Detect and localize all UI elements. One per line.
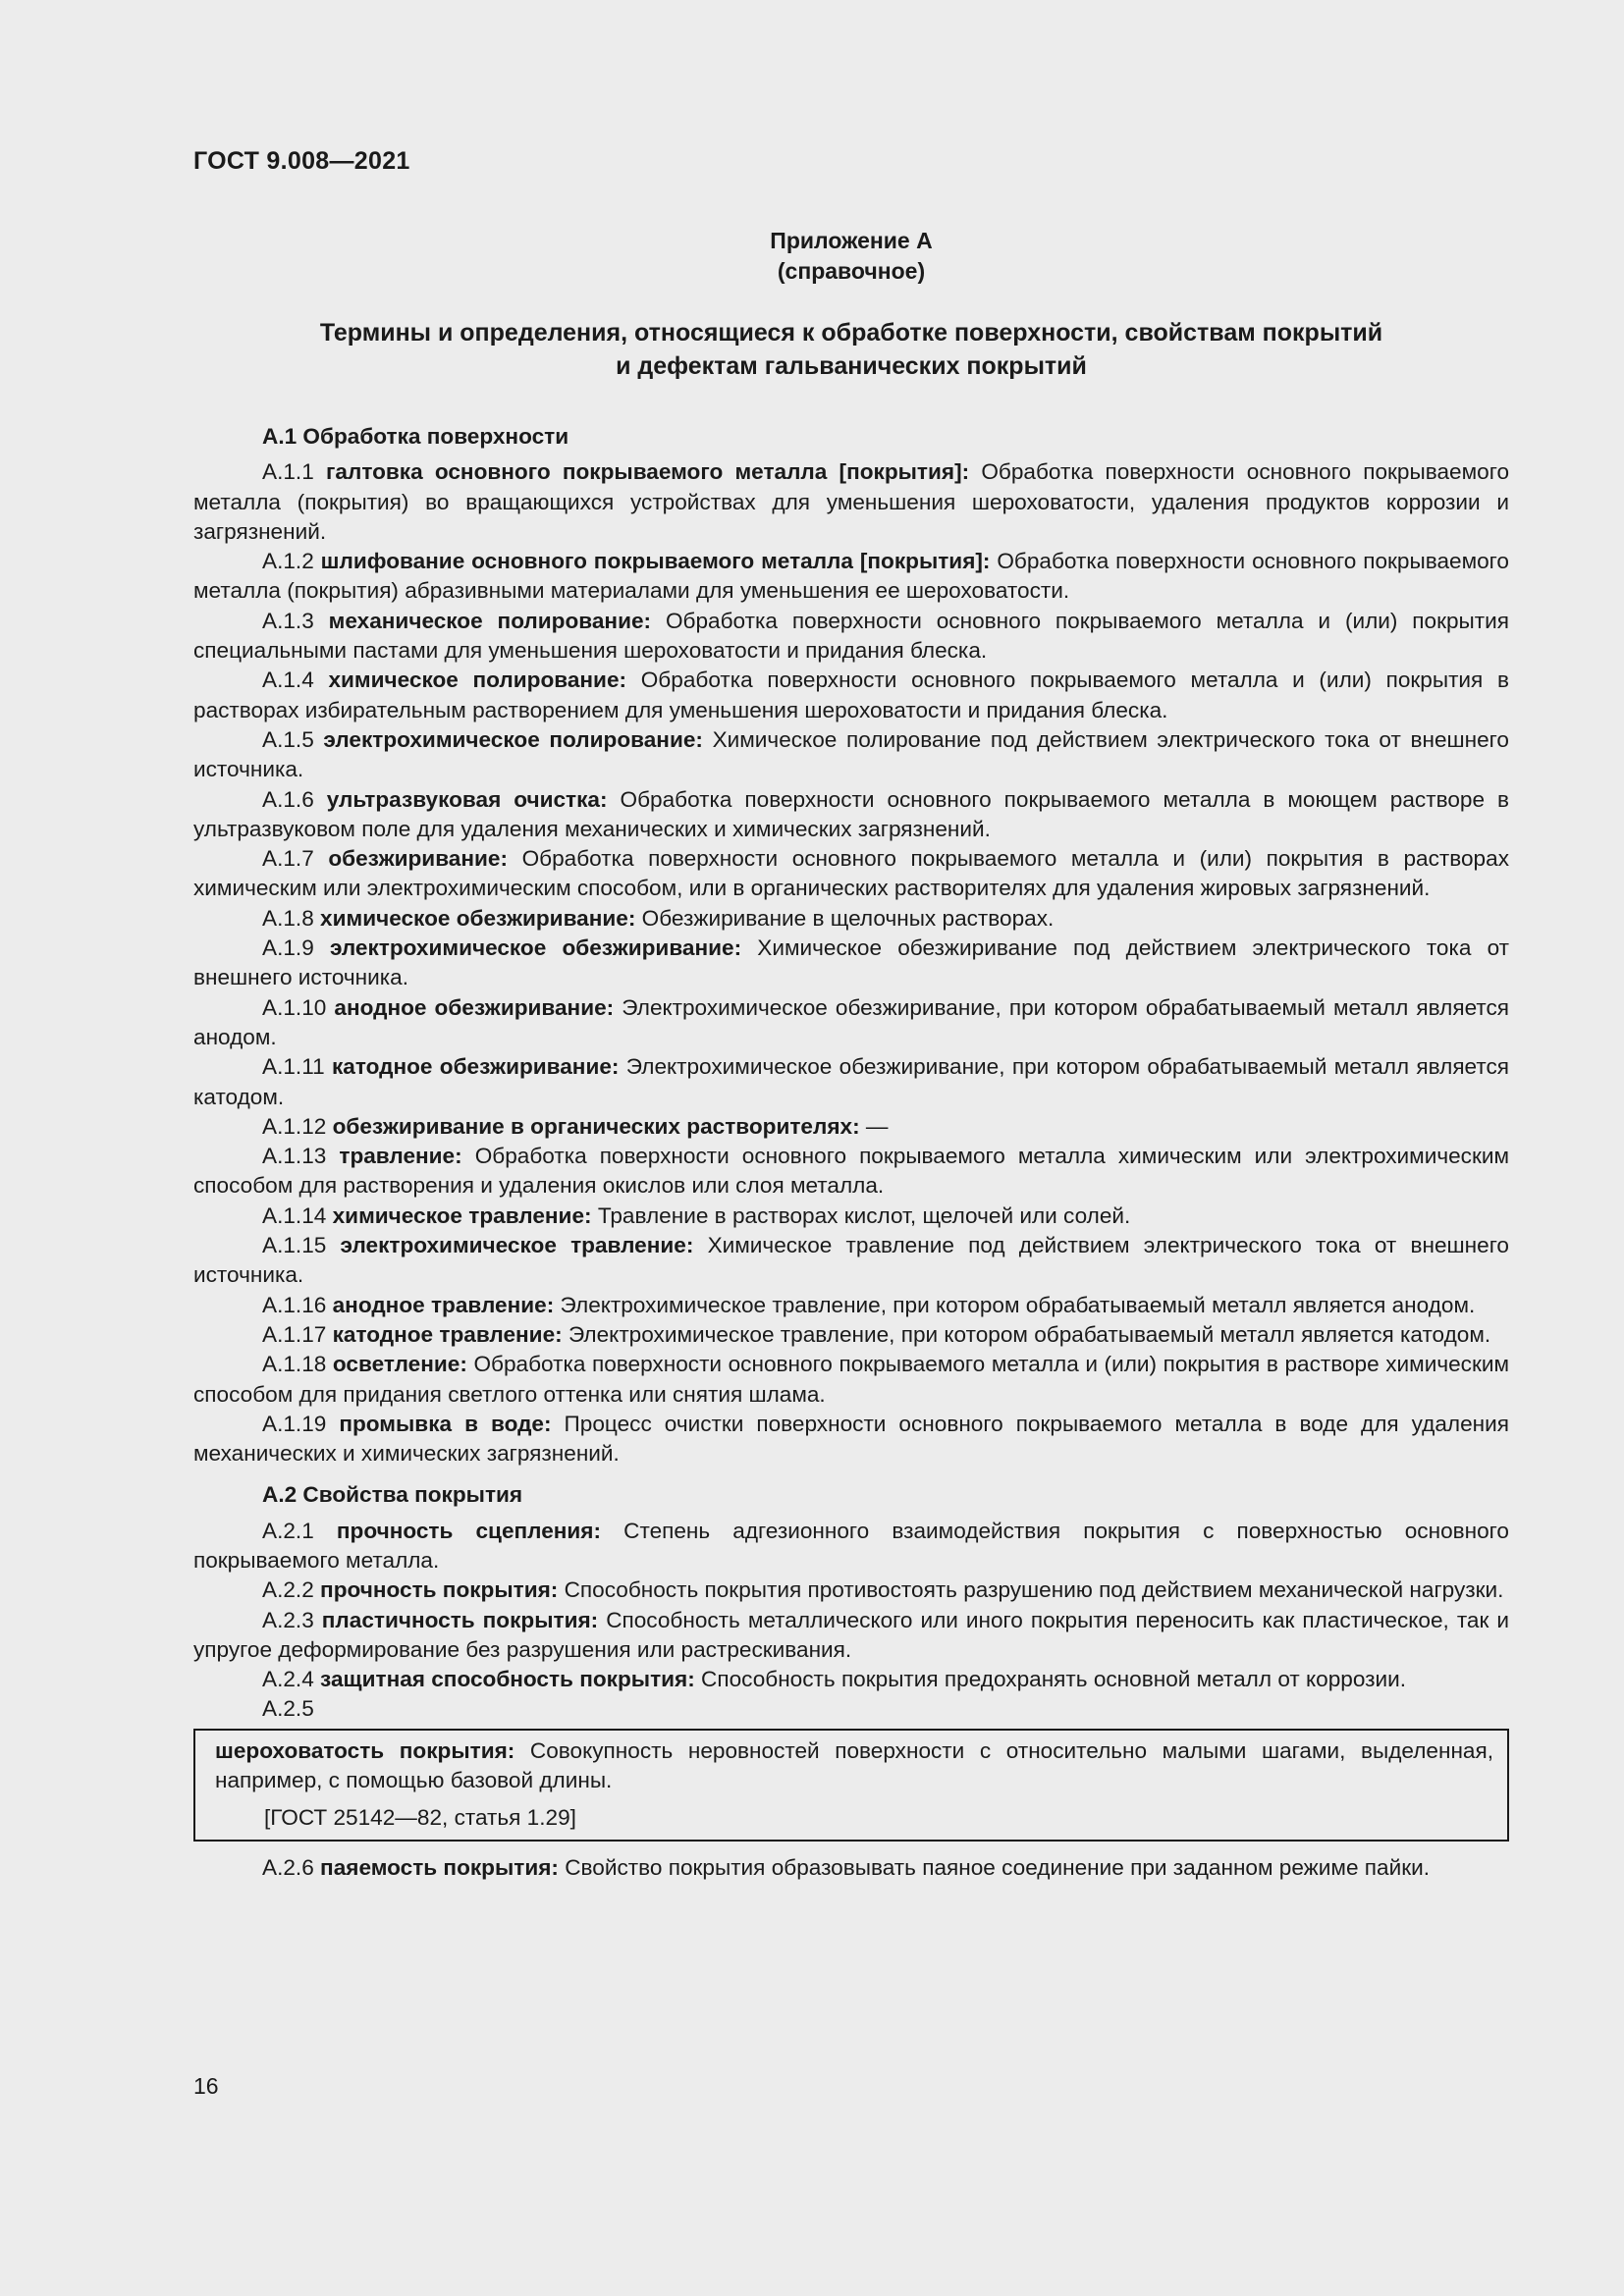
term-definition: Химическое травление под действием электрического тока от внешнего источника. — [193, 1233, 1510, 1288]
term-name: шероховатость покрытия: — [215, 1737, 515, 1763]
section-heading-surface-treatment: А.1 Обработка поверхности — [262, 424, 569, 449]
term-entry — [193, 1112, 1509, 1142]
page-number: 16 — [193, 2073, 219, 2099]
term-name: анодное травление: — [332, 1292, 555, 1317]
term-name: химическое травление: — [332, 1202, 592, 1228]
boxed-term-text — [215, 1736, 1493, 1796]
term-number: А.1.9 — [262, 935, 314, 961]
term-entry — [193, 1575, 1509, 1605]
term-entry — [193, 904, 1509, 934]
term-number: А.1.17 — [262, 1321, 327, 1347]
term-entry — [193, 993, 1509, 1053]
document-body — [193, 422, 1509, 1883]
term-name: механическое полирование: — [328, 608, 652, 633]
term-number: А.1.7 — [262, 846, 314, 872]
annex-type: (справочное) — [777, 258, 926, 284]
term-definition: Обработка поверхности основного покрываемого металла и (или) покрытия в растворах избирательным растворением для уменьшения шероховатости и придания блеска. — [193, 667, 1509, 722]
term-number: А.2.4 — [262, 1667, 314, 1692]
term-definition: Обработка поверхности основного покрываемого металла и (или) покрытия специальными пастами для уменьшения шероховатости и придания блеска. — [193, 608, 1510, 664]
term-number: А.1.5 — [262, 726, 314, 752]
term-name: осветление: — [332, 1352, 467, 1377]
term-number: А.1.10 — [262, 994, 327, 1020]
term-entry — [193, 1517, 1509, 1576]
term-entry — [193, 666, 1509, 725]
term-entry — [193, 457, 1509, 547]
term-entry — [193, 1350, 1509, 1410]
term-name: электрохимическое травление: — [340, 1233, 694, 1258]
section-heading-coating-properties: А.2 Свойства покрытия — [262, 1482, 523, 1508]
term-number: А.2.5 — [262, 1696, 314, 1722]
term-entry — [193, 725, 1509, 785]
term-name: шлифование основного покрываемого металла [покрытия]: — [320, 549, 991, 574]
term-definition: Обработка поверхности основного покрываемого металла (покрытия) абразивными материалами для уменьшения ее шероховатости. — [193, 549, 1509, 604]
term-definition: Электрохимическое травление, при котором обрабатываемый металл является анодом. — [560, 1292, 1476, 1317]
term-definition: Электрохимическое травление, при котором обрабатываемый металл является катодом. — [568, 1321, 1491, 1347]
term-name: промывка в воде: — [339, 1411, 552, 1436]
section-2-term-list — [193, 1517, 1509, 1695]
term-definition: Способность покрытия предохранять основной металл от коррозии. — [701, 1667, 1407, 1692]
term-number: А.1.12 — [262, 1113, 327, 1139]
term-entry — [193, 844, 1509, 904]
term-name: защитная способность покрытия: — [320, 1667, 695, 1692]
term-name: обезжиривание: — [328, 846, 508, 872]
term-entry — [193, 547, 1509, 607]
term-definition: Обработка поверхности основного покрываемого металла в моющем растворе в ультразвуковом поле для удаления механических и химических загрязнений. — [193, 786, 1510, 841]
term-definition: Электрохимическое обезжиривание, при котором обрабатываемый металл является катодом. — [193, 1054, 1509, 1109]
term-entry — [193, 607, 1509, 667]
term-number: А.1.14 — [262, 1202, 327, 1228]
term-name: химическое обезжиривание: — [320, 905, 636, 931]
term-definition: Способность покрытия противостоять разрушению под действием механической нагрузки. — [564, 1577, 1504, 1603]
term-definition: — — [865, 1113, 889, 1139]
term-entry — [193, 785, 1509, 845]
term-definition: Процесс очистки поверхности основного покрываемого металла в воде для удаления механических и химических загрязнений. — [193, 1411, 1510, 1467]
boxed-term-definition — [193, 1729, 1509, 1842]
term-definition: Электрохимическое обезжиривание, при котором обрабатываемый металл является анодом. — [193, 994, 1510, 1049]
page-title-line-2: и дефектам гальванических покрытий — [616, 352, 1087, 380]
term-definition: Совокупность неровностей поверхности с относительно малыми шагами, выделенная, например, с помощью базовой длины. — [215, 1737, 1494, 1793]
term-entry — [193, 1201, 1509, 1231]
term-name: галтовка основного покрываемого металла [покрытия]: — [325, 459, 970, 485]
page-title-line-1: Термины и определения, относящиеся к обработке поверхности, свойствам покрытий — [319, 319, 1383, 347]
term-definition: Свойство покрытия образовывать паяное соединение при заданном режиме пайки. — [565, 1854, 1430, 1880]
term-name: химическое полирование: — [328, 667, 627, 693]
term-number: А.2.1 — [262, 1518, 314, 1543]
term-entry — [193, 1853, 1509, 1883]
term-entry — [193, 1231, 1509, 1291]
term-entry — [193, 1052, 1509, 1112]
term-entry — [193, 1291, 1509, 1320]
term-number: А.1.15 — [262, 1233, 327, 1258]
term-entry — [193, 1142, 1509, 1201]
term-definition: Обезжиривание в щелочных растворах. — [641, 905, 1055, 931]
term-number: А.1.16 — [262, 1292, 327, 1317]
term-definition: Обработка поверхности основного покрываемого металла (покрытия) во вращающихся устройствах для уменьшения шероховатости, удаления продуктов коррозии и загрязнений. — [193, 459, 1510, 544]
term-number: А.1.4 — [262, 667, 314, 693]
term-definition: Химическое обезжиривание под действием электрического тока от внешнего источника. — [193, 935, 1510, 990]
term-number: А.1.3 — [262, 608, 314, 633]
term-name: пластичность покрытия: — [321, 1607, 599, 1632]
term-entry — [193, 1606, 1509, 1666]
document-code: ГОСТ 9.008—2021 — [193, 147, 410, 175]
term-entry — [193, 1410, 1509, 1469]
term-name: анодное обезжиривание: — [334, 994, 615, 1020]
term-number: А.1.6 — [262, 786, 314, 812]
term-definition: Обработка поверхности основного покрываемого металла химическим или электрохимическим способом для растворения и удаления окислов или слоя металла. — [193, 1144, 1509, 1199]
term-name: паяемость покрытия: — [320, 1854, 559, 1880]
term-name: электрохимическое обезжиривание: — [329, 935, 742, 961]
term-entry — [193, 934, 1509, 993]
term-name: обезжиривание в органических растворителях: — [332, 1113, 860, 1139]
term-number: А.2.2 — [262, 1577, 314, 1603]
term-number: А.1.1 — [262, 459, 314, 485]
term-number: А.1.8 — [262, 905, 314, 931]
term-name: катодное травление: — [332, 1321, 563, 1347]
term-entry — [193, 1665, 1509, 1694]
term-definition: Обработка поверхности основного покрываемого металла и (или) покрытия в растворах химическим или электрохимическим способом, или в органических растворителях для удаления жировых загрязнений. — [193, 846, 1509, 901]
standard-reference: [ГОСТ 25142—82, статья 1.29] — [264, 1805, 576, 1831]
term-name: электрохимическое полирование: — [323, 726, 703, 752]
term-number: А.1.13 — [262, 1144, 327, 1169]
term-name: катодное обезжиривание: — [331, 1054, 620, 1080]
term-number: А.1.18 — [262, 1352, 327, 1377]
term-definition: Степень адгезионного взаимодействия покрытия с поверхностью основного покрываемого металла. — [193, 1518, 1509, 1573]
term-name: травление: — [339, 1144, 462, 1169]
section-2-term-list-continued — [193, 1853, 1509, 1883]
term-definition: Обработка поверхности основного покрываемого металла и (или) покрытия в растворе химическим способом для придания светлого оттенка или снятия шлама. — [193, 1352, 1510, 1407]
term-name: прочность сцепления: — [336, 1518, 602, 1543]
term-name: ультразвуковая очистка: — [326, 786, 608, 812]
term-entry — [193, 1320, 1509, 1350]
term-number: А.1.2 — [262, 549, 314, 574]
term-definition: Травление в растворах кислот, щелочей или солей. — [597, 1202, 1131, 1228]
term-number: А.2.6 — [262, 1854, 314, 1880]
annex-label: Приложение А — [770, 228, 933, 253]
annex-title — [193, 226, 1509, 287]
term-definition: Способность металлического или иного покрытия переносить как пластическое, так и упругое деформирование без разрушения или растрескивания. — [193, 1607, 1510, 1662]
term-number: А.1.11 — [262, 1054, 325, 1080]
term-definition: Химическое полирование под действием электрического тока от внешнего источника. — [193, 726, 1509, 782]
term-number: А.1.19 — [262, 1411, 327, 1436]
section-1-term-list — [193, 457, 1509, 1468]
page-title — [193, 316, 1509, 383]
term-number: А.2.3 — [262, 1607, 314, 1632]
term-name: прочность покрытия: — [320, 1577, 559, 1603]
